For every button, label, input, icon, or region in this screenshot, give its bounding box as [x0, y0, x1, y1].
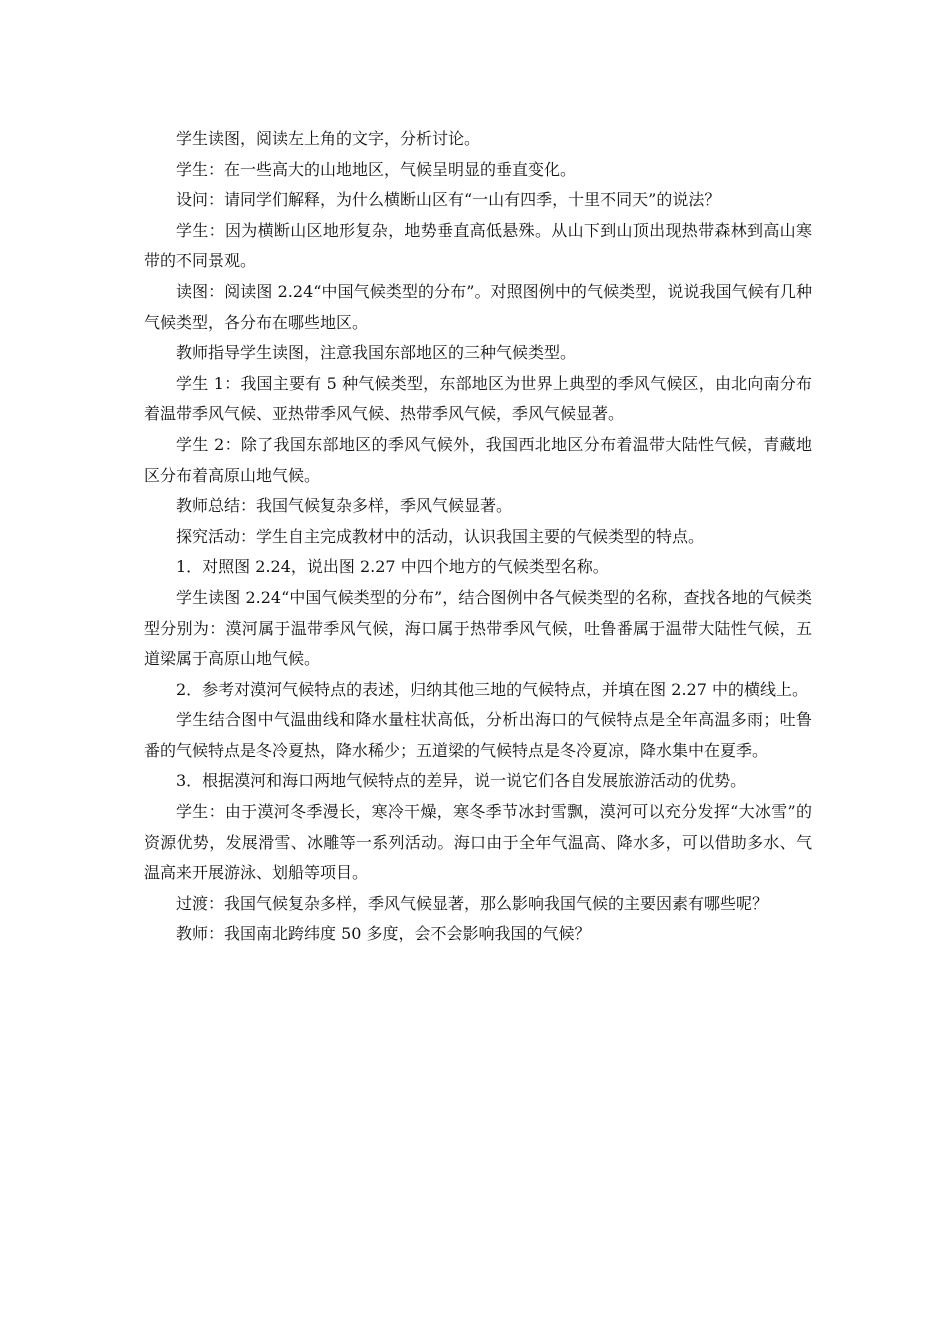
paragraph: 教师：我国南北跨纬度 50 多度，会不会影响我国的气候？ [176, 924, 591, 944]
paragraph: 教师总结：我国气候复杂多样，季风气候显著。 [176, 496, 513, 516]
paragraph: 学生：由于漠河冬季漫长，寒冷干燥，寒冬季节冰封雪飘，漠河可以充分发挥“大冰雪”的资源优势，发展滑雪、冰雕等一系列活动。海口由于全年气温高、降水多，可以借助多水、气温高来开展游泳、划船等项目。 [144, 802, 812, 883]
paragraph: 设问：请同学们解释，为什么横断山区有“一山有四季，十里不同天”的说法？ [176, 190, 721, 210]
document-body [144, 124, 812, 950]
paragraph: 学生：因为横断山区地形复杂，地势垂直高低悬殊。从山下到山顶出现热带森林到高山寒带的不同景观。 [144, 220, 812, 271]
paragraph: 学生 2：除了我国东部地区的季风气候外，我国西北地区分布着温带大陆性气候，青藏地区分布着高原山地气候。 [144, 434, 812, 485]
paragraph: 学生结合图中气温曲线和降水量柱状高低，分析出海口的气候特点是全年高温多雨；吐鲁番的气候特点是冬冷夏热，降水稀少；五道梁的气候特点是冬冷夏凉，降水集中在夏季。 [144, 710, 812, 760]
paragraph: 1．对照图 2.24，说出图 2.27 中四个地方的气候类型名称。 [176, 557, 609, 577]
paragraph: 2．参考对漠河气候特点的表述，归纳其他三地的气候特点，并填在图 2.27 中的横线上。 [176, 679, 808, 699]
paragraph: 读图：阅读图 2.24“中国气候类型的分布”。对照图例中的气候类型，说说我国气候有几种气候类型，各分布在哪些地区。 [144, 281, 812, 332]
paragraph: 探究活动：学生自主完成教材中的活动，认识我国主要的气候类型的特点。 [176, 526, 705, 546]
paragraph: 3．根据漠河和海口两地气候特点的差异，说一说它们各自发展旅游活动的优势。 [176, 771, 747, 791]
paragraph: 过渡：我国气候复杂多样，季风气候显著，那么影响我国气候的主要因素有哪些呢？ [176, 893, 769, 913]
paragraph: 学生：在一些高大的山地地区，气候呈明显的垂直变化。 [176, 159, 577, 179]
paragraph: 教师指导学生读图，注意我国东部地区的三种气候类型。 [176, 343, 577, 363]
paragraph: 学生读图，阅读左上角的文字，分析讨论。 [176, 129, 481, 148]
paragraph: 学生 1：我国主要有 5 种气候类型，东部地区为世界上典型的季风气候区，由北向南分布着温带季风气候、亚热带季风气候、热带季风气候，季风气候显著。 [144, 373, 812, 424]
paragraph: 学生读图 2.24“中国气候类型的分布”，结合图例中各气候类型的名称，查找各地的气候类型分别为：漠河属于温带季风气候，海口属于热带季风气候，吐鲁番属于温带大陆性气候，五道梁属于高原山地气候。 [144, 587, 812, 669]
